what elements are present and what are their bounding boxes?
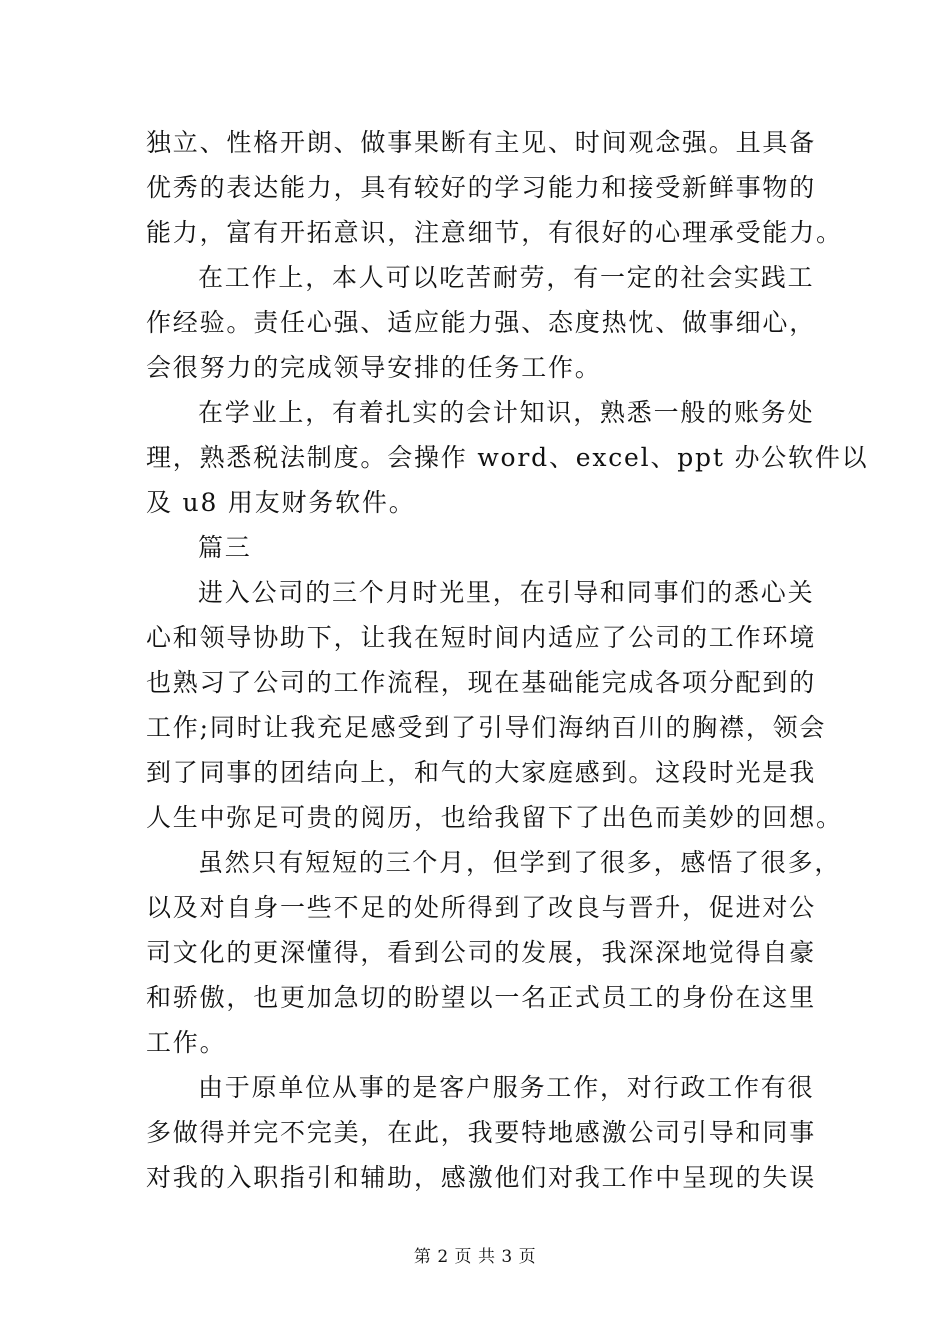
paragraph-start-line: 在工作上，本人可以吃苦耐劳，有一定的社会实践工 [198,263,815,292]
text-line: 心和领导协助下，让我在短时间内适应了公司的工作环境 [146,623,817,652]
text-line: 对我的入职指引和辅助，感激他们对我工作中呈现的失误 [146,1163,817,1192]
text-line: 能力，富有开拓意识，注意细节，有很好的心理承受能力。 [146,218,843,247]
paragraph-start-line: 虽然只有短短的三个月，但学到了很多，感悟了很多， [198,848,842,877]
text-line: 到了同事的团结向上，和气的大家庭感到。这段时光是我 [146,758,817,787]
document-body [146,120,869,1200]
text-line: 人生中弥足可贵的阅历，也给我留下了出色而美妙的回想。 [146,803,843,832]
paragraph-start-line: 进入公司的三个月时光里，在引导和同事们的悉心关 [198,578,815,607]
text-line: 和骄傲，也更加急切的盼望以一名正式员工的身份在这里 [146,983,817,1012]
paragraph-start-line: 由于原单位从事的是客户服务工作，对行政工作有很 [198,1073,815,1102]
section-heading: 篇三 [198,533,252,562]
text-line: 优秀的表达能力，具有较好的学习能力和接受新鲜事物的 [146,173,817,202]
text-line: 司文化的更深懂得，看到公司的发展，我深深地觉得自豪 [146,938,817,967]
text-line: 也熟习了公司的工作流程，现在基础能完成各项分配到的 [146,668,817,697]
text-line: 及 u8 用友财务软件。 [146,488,416,517]
text-line: 工作;同时让我充足感受到了引导们海纳百川的胸襟，领会 [146,713,827,742]
paragraph-start-line: 在学业上，有着扎实的会计知识，熟悉一般的账务处 [198,398,815,427]
text-line: 会很努力的完成领导安排的任务工作。 [146,353,602,382]
text-line: 多做得并完不完美，在此，我要特地感激公司引导和同事 [146,1118,817,1147]
text-line: 作经验。责任心强、适应能力强、态度热忱、做事细心， [146,308,817,337]
text-line: 工作。 [146,1028,227,1057]
text-line: 独立、性格开朗、做事果断有主见、时间观念强。且具备 [146,128,817,157]
page-footer: 第 2 页 共 3 页 [413,1247,537,1267]
text-line: 理，熟悉税法制度。会操作 word、excel、ppt 办公软件以 [146,443,869,472]
text-line: 以及对自身一些不足的处所得到了改良与晋升，促进对公 [146,893,817,922]
